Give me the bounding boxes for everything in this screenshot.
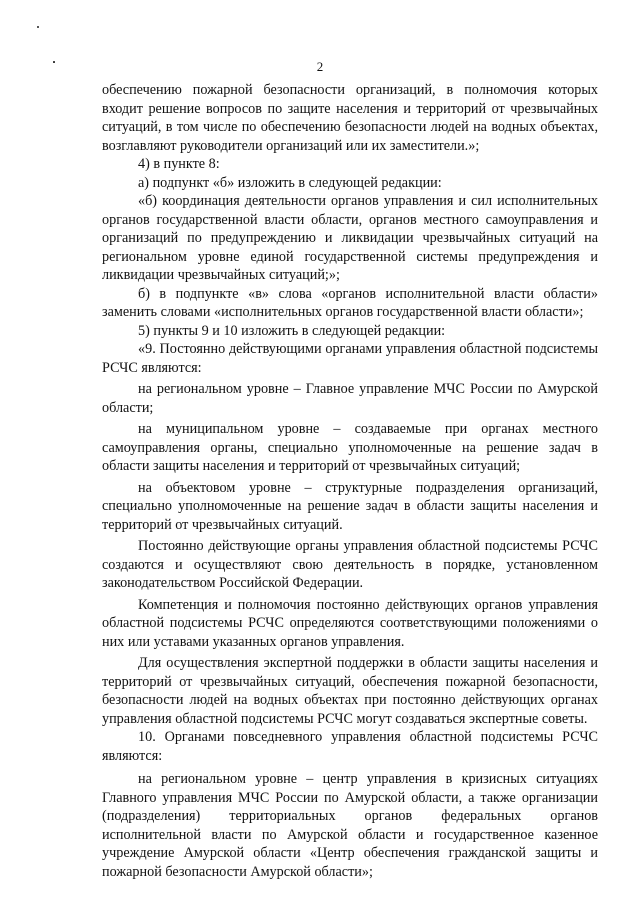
paragraph: 5) пункты 9 и 10 изложить в следующей редакции: (138, 322, 446, 339)
paragraph: 4) в пункте 8: (138, 156, 220, 172)
paragraph: а) подпункт «б» изложить в следующей редакции: (138, 174, 442, 191)
paragraph: «б) координация деятельности органов управления и сил исполнительных органов государственной власти области, органов местного самоуправления и организаций по предупреждению и ликвидации чрезвычайных ситуаций на региональном уровне единой государственной системы предупреждения и ликвидации чрезвычайных ситуаций;»; (102, 193, 598, 283)
paragraph: на муниципальном уровне – создаваемые при органах местного самоуправления органы, специально уполномоченные на решение задач в области защиты населения и территорий от чрезвычайных ситуаций; (102, 421, 598, 474)
paragraph: Компетенция и полномочия постоянно действующих органов управления областной подсистемы РСЧС определяются соответствующими положениями о них или уставами указанных органов управления. (102, 596, 598, 650)
scan-speck (37, 26, 39, 28)
paragraph: «9. Постоянно действующими органами управления областной подсистемы РСЧС являются: (102, 341, 598, 376)
document-body (102, 81, 598, 881)
paragraph: обеспечению пожарной безопасности организаций, в полномочия которых входит решение вопросов по защите населения и территорий от чрезвычайных ситуаций, в том числе по обеспечению безопасности людей на водных объектах, возглавляют руководители организаций или их заместители.»; (102, 82, 598, 154)
paragraph: б) в подпункте «в» слова «органов исполнительной власти области» заменить словами «исполнительных органов государственной власти области»; (102, 285, 598, 320)
paragraph: 10. Органами повседневного управления областной подсистемы РСЧС являются: (102, 729, 598, 764)
paragraph: на объектовом уровне – структурные подразделения организаций, специально уполномоченные на решение задач в области защиты населения и территорий от чрезвычайных ситуаций. (102, 479, 598, 533)
paragraph: Постоянно действующие органы управления областной подсистемы РСЧС создаются и осуществляют свою деятельность в порядке, установленном законодательством Российской Федерации. (102, 538, 598, 591)
paragraph: Для осуществления экспертной поддержки в области защиты населения и территорий от чрезвычайных ситуаций, обеспечения пожарной безопасности, безопасности людей на водных объектах при постоянно действующих органах управления областной подсистемы РСЧС могут создаваться экспертные советы. (102, 655, 598, 727)
page-number: 2 (316, 59, 324, 74)
paragraph: на региональном уровне – Главное управление МЧС России по Амурской области; (102, 381, 598, 416)
paragraph: на региональном уровне – центр управления в кризисных ситуациях Главного управления МЧС России по Амурской области, а также организации (подразделения) территориальных органов федеральных органов исполнительной власти по Амурской области и государственное казенное учреждение Амурской области «Центр обеспечения гражданской защиты и пожарной безопасности Амурской области»; (102, 771, 598, 880)
